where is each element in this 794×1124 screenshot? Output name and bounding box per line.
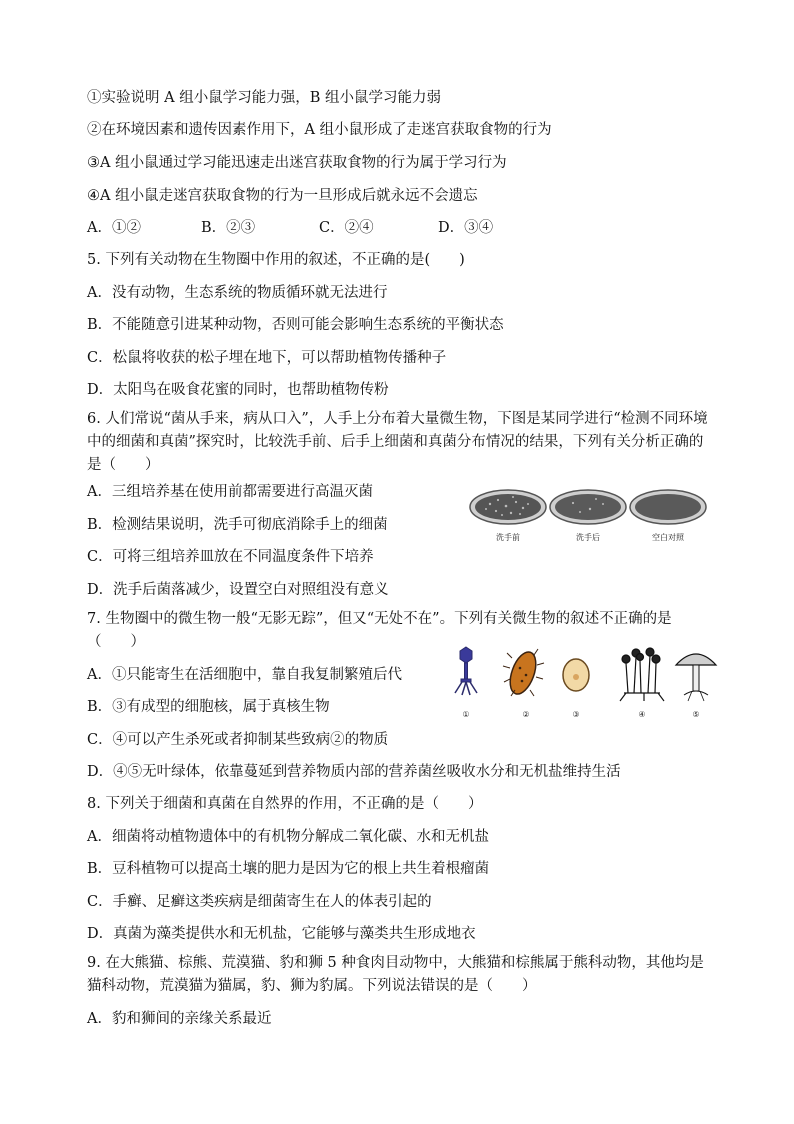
dish-label-after: 洗手后 xyxy=(576,533,600,542)
q8-option-a[interactable]: A．细菌将动植物遗体中的有机物分解成二氧化碳、水和无机盐 xyxy=(87,829,489,845)
mushroom-icon xyxy=(676,654,716,701)
bacterium-icon xyxy=(503,649,544,698)
q6-option-c[interactable]: C．可将三组培养皿放在不同温度条件下培养 xyxy=(87,549,374,565)
microbe-label-3: ③ xyxy=(572,710,580,719)
virus-icon xyxy=(455,647,477,695)
microbe-label-5: ⑤ xyxy=(692,710,700,719)
mold-icon xyxy=(620,648,664,701)
q5-stem: 5. 下列有关动物在生物圈中作用的叙述，不正确的是( ) xyxy=(87,252,465,268)
q8-option-b[interactable]: B．豆科植物可以提高土壤的肥力是因为它的根上共生着根瘤菌 xyxy=(87,861,490,877)
q4-option-b[interactable]: B．②③ xyxy=(201,220,256,236)
petri-dish-figure xyxy=(468,484,708,554)
q5-option-a[interactable]: A．没有动物，生态系统的物质循环就无法进行 xyxy=(87,285,388,301)
q8-option-c[interactable]: C．手癣、足癣这类疾病是细菌寄生在人的体表引起的 xyxy=(87,894,432,910)
q4-statement-2: ②在环境因素和遗传因素作用下，A 组小鼠形成了走迷宫获取食物的行为 xyxy=(87,122,552,138)
q4-options xyxy=(87,218,493,238)
q5-option-c[interactable]: C．松鼠将收获的松子埋在地下，可以帮助植物传播种子 xyxy=(87,350,447,366)
q7-option-a[interactable]: A．①只能寄生在活细胞中，靠自我复制繁殖后代 xyxy=(87,667,402,683)
q4-option-a[interactable]: A．①② xyxy=(87,220,141,236)
petri-dish-blank-control xyxy=(630,490,706,524)
q5-option-b[interactable]: B．不能随意引进某种动物，否则可能会影响生态系统的平衡状态 xyxy=(87,317,504,333)
q6-option-b[interactable]: B．检测结果说明，洗手可彻底消除手上的细菌 xyxy=(87,517,388,533)
q7-stem: 7. 生物圈中的微生物一般“无影无踪”，但又“无处不在”。下列有关微生物的叙述不正确的是（ ） xyxy=(87,611,672,650)
q4-option-d[interactable]: D．③④ xyxy=(438,220,494,236)
petri-dish-after-wash xyxy=(550,490,626,524)
microbe-label-4: ④ xyxy=(638,710,646,719)
q8-stem: 8. 下列关于细菌和真菌在自然界的作用，不正确的是（ ） xyxy=(87,796,483,812)
q9-stem: 9. 在大熊猫、棕熊、荒漠猫、豹和狮 5 种食肉目动物中，大熊猫和棕熊属于熊科动物，其他均是猫科动物，荒漠猫为猫属，豹、狮为豹属。下列说法错误的是（ ） xyxy=(87,955,704,994)
microbe-label-1: ① xyxy=(462,710,470,719)
yeast-icon xyxy=(563,659,589,691)
microbe-figure xyxy=(448,643,718,723)
q6-stem: 6. 人们常说“菌从手来，病从口入”，人手上分布着大量微生物，下图是某同学进行“检测不同环境中的细菌和真菌”探究时，比较洗手前、后手上细菌和真菌分布情况的结果，下列有关分析正确的是（ ） xyxy=(87,411,708,473)
q6-option-d[interactable]: D．洗手后菌落减少，设置空白对照组没有意义 xyxy=(87,582,389,598)
q7-option-b[interactable]: B．③有成型的细胞核，属于真核生物 xyxy=(87,699,330,715)
q4-statement-4: ④A 组小鼠走迷宫获取食物的行为一旦形成后就永远不会遗忘 xyxy=(87,188,478,204)
q4-option-c[interactable]: C．②④ xyxy=(319,220,374,236)
dish-label-control: 空白对照 xyxy=(652,533,684,542)
microbe-label-2: ② xyxy=(522,710,530,719)
q5-option-d[interactable]: D．太阳鸟在吸食花蜜的同时，也帮助植物传粉 xyxy=(87,382,389,398)
q9-option-a[interactable]: A．豹和狮间的亲缘关系最近 xyxy=(87,1011,272,1027)
q4-statement-3: ③A 组小鼠通过学习能迅速走出迷宫获取食物的行为属于学习行为 xyxy=(87,155,507,171)
petri-dish-before-wash xyxy=(470,490,546,524)
q7-option-c[interactable]: C．④可以产生杀死或者抑制某些致病②的物质 xyxy=(87,732,389,748)
q7-option-d[interactable]: D．④⑤无叶绿体，依靠蔓延到营养物质内部的营养菌丝吸收水分和无机盐维持生活 xyxy=(87,764,621,780)
q8-option-d[interactable]: D．真菌为藻类提供水和无机盐，它能够与藻类共生形成地衣 xyxy=(87,926,476,942)
q6-option-a[interactable]: A．三组培养基在使用前都需要进行高温灭菌 xyxy=(87,484,373,500)
q4-statement-1: ①实验说明 A 组小鼠学习能力强，B 组小鼠学习能力弱 xyxy=(87,90,441,106)
dish-label-before: 洗手前 xyxy=(496,533,520,542)
